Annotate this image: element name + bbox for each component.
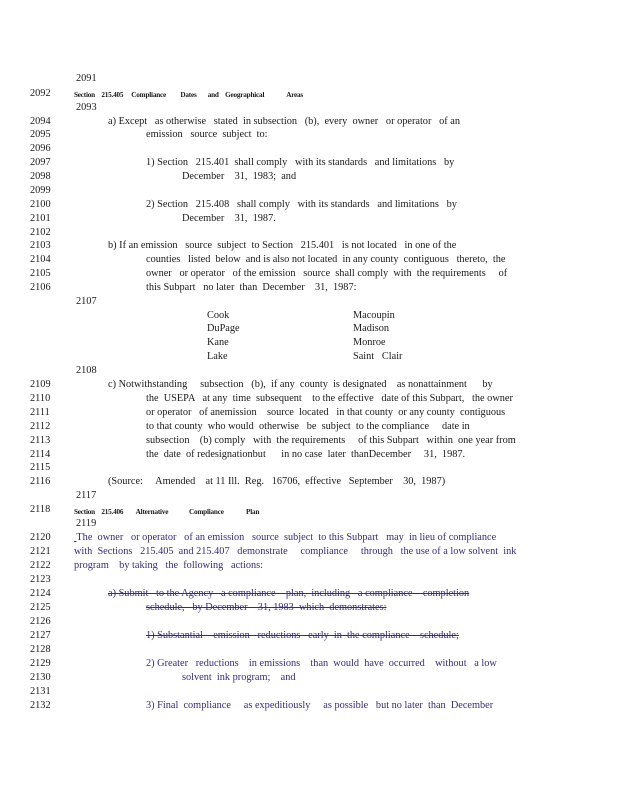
line-number: 2092: [30, 88, 51, 99]
line-number: 2095: [30, 129, 51, 140]
subparagraph-1-line: December 31, 1983; and: [182, 171, 297, 182]
paragraph-line: solvent ink program; and: [182, 672, 296, 683]
county-name: Lake: [207, 351, 228, 362]
subparagraph-2-line: December 31, 1987.: [182, 213, 276, 224]
line-number: 2109: [30, 379, 51, 390]
paragraph-b-line: this Subpart no later than December 31, 1987:: [146, 282, 357, 293]
paragraph-a-line: a) Except as otherwise stated in subsection (b), every owner or operator of an: [108, 116, 460, 127]
line-number: 2131: [30, 686, 51, 697]
county-name: Cook: [207, 310, 230, 321]
line-number: 2103: [30, 240, 51, 251]
line-number: 2120: [30, 532, 51, 543]
line-number: 2093: [76, 102, 97, 113]
line-number: 2127: [30, 630, 51, 641]
line-number: 2106: [30, 282, 51, 293]
line-number: 2107: [76, 296, 97, 307]
line-number: 2104: [30, 254, 51, 265]
county-name: DuPage: [207, 323, 240, 334]
line-number: 2121: [30, 546, 51, 557]
inserted-paragraph-line: program by taking the following actions:: [74, 560, 264, 571]
paragraph-c-line: to that county who would otherwise be subject to the compliance date in: [146, 421, 470, 432]
line-number: 2097: [30, 157, 51, 168]
line-number: 2108: [76, 365, 97, 376]
paragraph-c-line: the USEPA at any time subsequent to the effective date of this Subpart, the owner: [146, 393, 513, 404]
section-heading: Section 215.405 Compliance Dates and Geographical Areas: [74, 91, 304, 99]
line-number: 2112: [30, 421, 51, 432]
line-number: 2111: [30, 407, 50, 418]
county-name: Monroe: [353, 337, 386, 348]
source-note: (Source: Amended at 11 Ill. Reg. 16706, effective September 30, 1987): [108, 476, 446, 487]
line-number: 2122: [30, 560, 51, 571]
paragraph-b-line: owner or operator of the emission source shall comply with the requirements of: [146, 268, 508, 279]
deleted-paragraph-line: schedule, by December 31, 1983 which demonstrates:: [146, 602, 387, 613]
line-number: 2117: [76, 490, 97, 501]
line-number: 2114: [30, 449, 51, 460]
paragraph-line: 3) Final compliance as expeditiously as possible but no later than December: [146, 700, 494, 711]
line-number: 2094: [30, 116, 51, 127]
county-name: Macoupin: [353, 310, 395, 321]
line-number: 2128: [30, 644, 51, 655]
line-number: 2115: [30, 462, 51, 473]
section-heading: Section 215.406 Alternative Compliance Plan: [74, 508, 260, 516]
line-number: 2126: [30, 616, 51, 627]
line-number: 2119: [76, 518, 97, 529]
line-number: 2099: [30, 185, 51, 196]
line-number: 2113: [30, 435, 51, 446]
line-number: 2091: [76, 73, 97, 84]
paragraph-c-line: or operator of anemission source located in that county or any county contiguous: [146, 407, 506, 418]
line-number: 2124: [30, 588, 51, 599]
county-name: Madison: [353, 323, 390, 334]
paragraph-a-line: emission source subject to:: [146, 129, 268, 140]
line-number: 2118: [30, 504, 51, 515]
line-number: 2130: [30, 672, 51, 683]
line-number: 2110: [30, 393, 51, 404]
line-number: 2116: [30, 476, 51, 487]
paragraph-c-line: c) Notwithstanding subsection (b), if any county is designated as nonattainment by: [108, 379, 493, 390]
line-number: 2098: [30, 171, 51, 182]
line-number: 2132: [30, 700, 51, 711]
paragraph-b-line: b) If an emission source subject to Section 215.401 is not located in one of the: [108, 240, 457, 251]
subparagraph-1-line: 1) Section 215.401 shall comply with its standards and limitations by: [146, 157, 455, 168]
inserted-text: The owner or operator of an emission source subject to this Subpart may in lieu of compliance: [76, 532, 497, 543]
line-number: 2100: [30, 199, 51, 210]
county-name: Saint Clair: [353, 351, 403, 362]
line-number: 2105: [30, 268, 51, 279]
county-name: Kane: [207, 337, 229, 348]
paragraph-line: 2) Greater reductions in emissions than would have occurred without a low: [146, 658, 497, 669]
paragraph-b-line: counties listed below and is also not located in any county contiguous thereto, the: [146, 254, 506, 265]
paragraph-c-line: subsection (b) comply with the requirements of this Subpart within one year from: [146, 435, 516, 446]
inserted-paragraph-line: [74, 532, 496, 544]
line-number: 2123: [30, 574, 51, 585]
line-number: 2102: [30, 227, 51, 238]
inserted-paragraph-line: with Sections 215.405 and 215.407 demonstrate compliance through the use of a low solvent ink: [74, 546, 517, 557]
subparagraph-2-line: 2) Section 215.408 shall comply with its standards and limitations by: [146, 199, 457, 210]
paragraph-c-line: the date of redesignationbut in no case later thanDecember 31, 1987.: [146, 449, 466, 460]
line-number: 2096: [30, 143, 51, 154]
line-number: 2101: [30, 213, 51, 224]
line-number: 2125: [30, 602, 51, 613]
deleted-paragraph-line: 1) Substantial emission reductions early in the compliance schedule;: [146, 630, 459, 641]
line-number: 2129: [30, 658, 51, 669]
deleted-paragraph-line: a) Submit to the Agency a compliance plan, including a compliance completion: [108, 588, 470, 599]
